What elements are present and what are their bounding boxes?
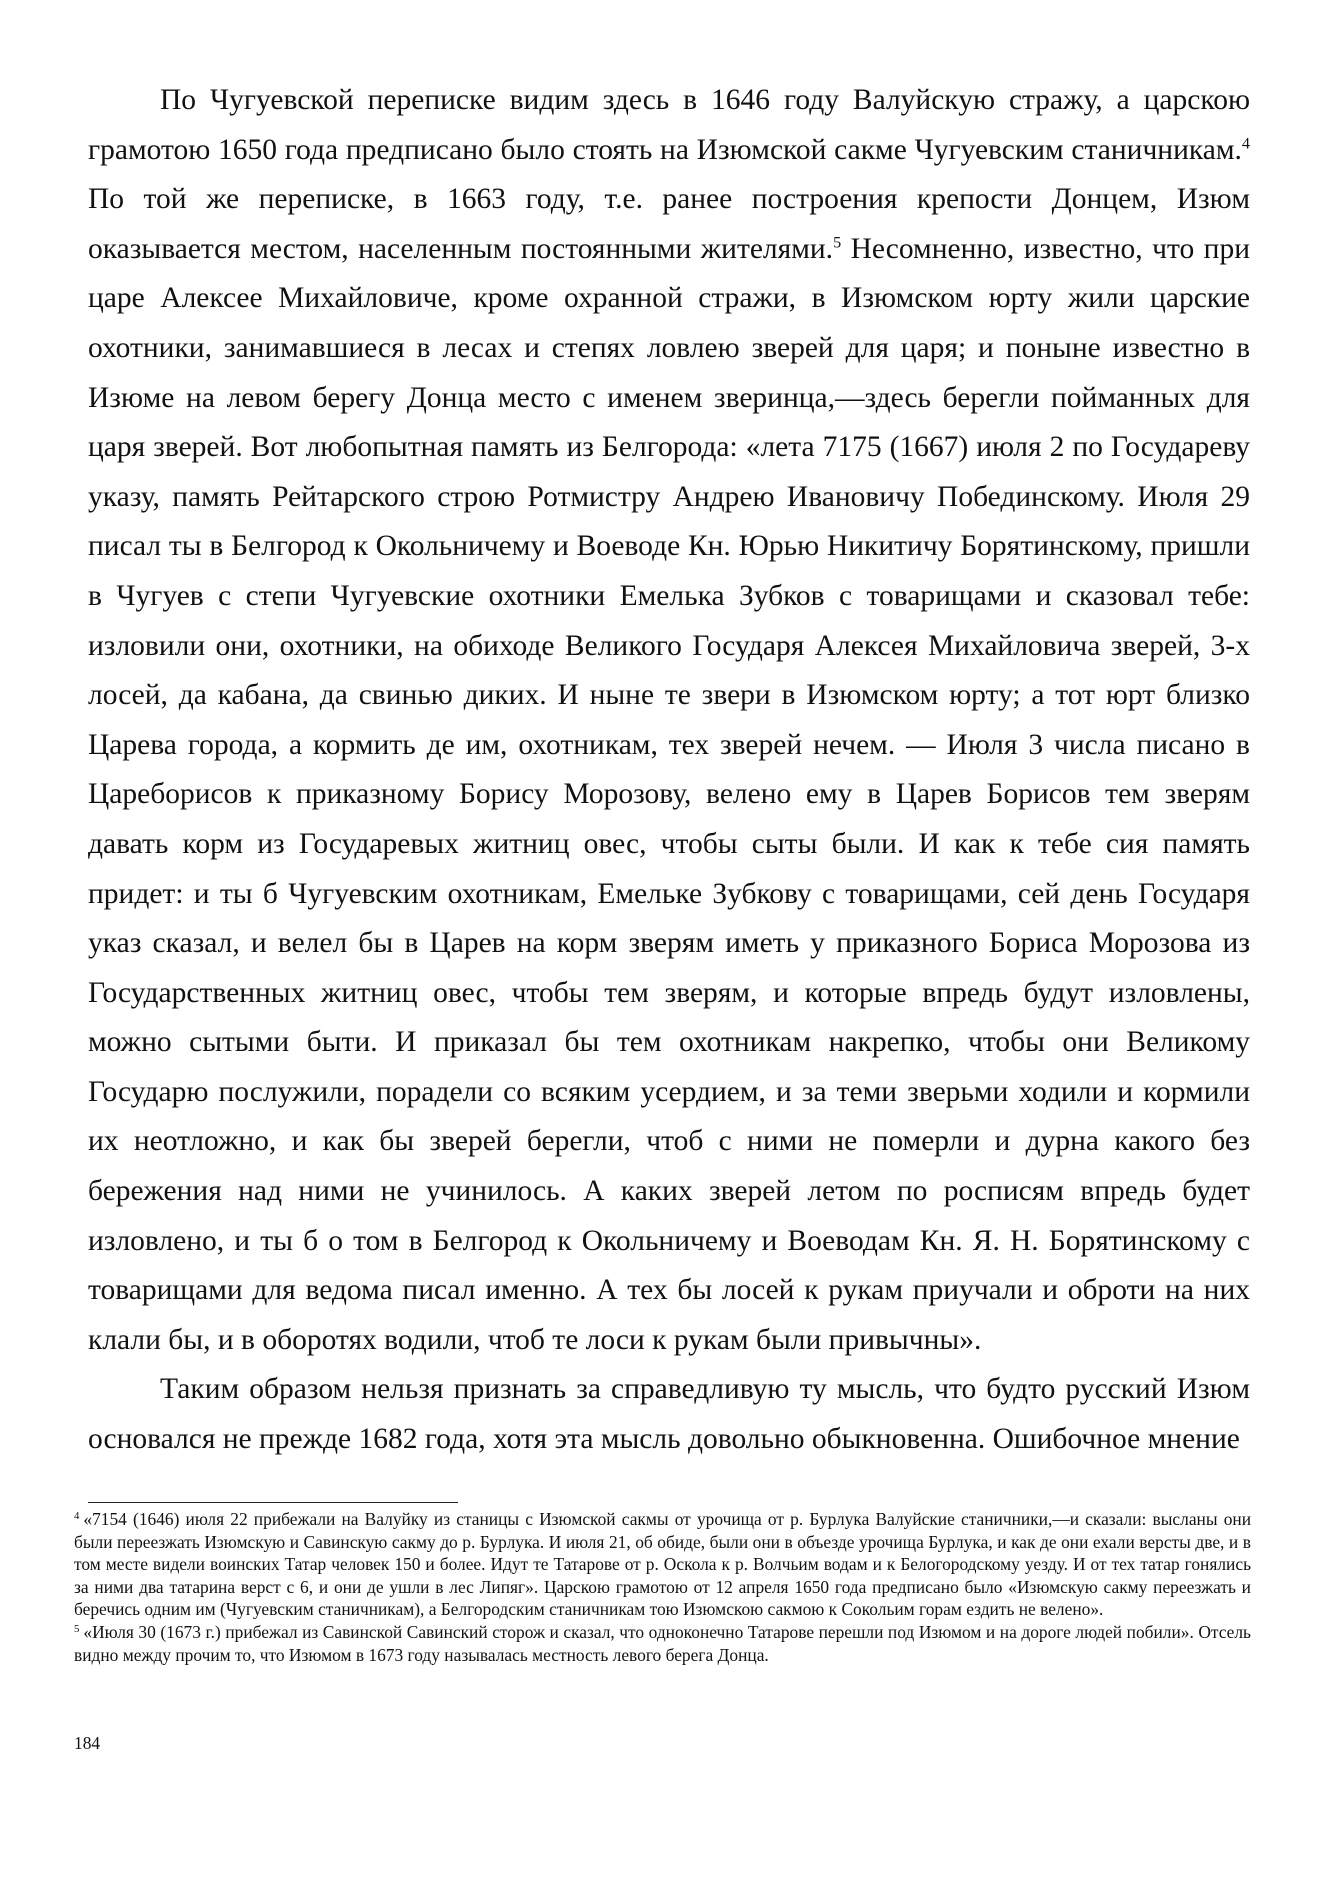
main-text <box>88 76 1250 1465</box>
footnote-separator <box>88 1502 458 1503</box>
paragraph-text: По той же переписке, в 1663 году, т.е. ранее построения крепости Донцем, Изюм оказывается местом, населенным постоянными жителями. <box>88 183 1250 265</box>
paragraph: Таким образом нельзя признать за справедливую ту мысль, что будто русский Изюм основался не прежде 1682 года, хотя эта мысль довольно обыкновенна. Ошибочное мнение <box>88 1373 1250 1456</box>
footnote-mark: 5 <box>74 1623 80 1636</box>
footnote-text: «Июля 30 (1673 г.) прибежал из Савинской Савинский сторож и сказал, что одноконечно Татарове перешли под Изюмом и на дороге людей побили». Отсель видно между прочим то, что Изюмом в 1673 году называлась местность левого берега Донца. <box>74 1621 1251 1665</box>
paragraph-text: По Чугуевской переписке видим здесь в 1646 году Валуйскую стражу, а царскою грамотою 1650 года предписано было стоять на Изюмской сакме Чугуевским станичникам. <box>88 84 1250 166</box>
footnote-mark: 4 <box>74 1510 80 1523</box>
footnote-4 <box>74 1508 1251 1621</box>
footnote-5 <box>74 1621 1251 1666</box>
paragraph-text: Несомненно, известно, что при царе Алексее Михайловиче, кроме охранной стражи, в Изюмском юрту жили царские охотники, занимавшиеся в лесах и степях ловлею зверей для царя; и поныне известно в Изюме на левом берегу Донца место с именем зверинца,—здесь берегли пойманных для царя зверей. Вот любопытная память из Белгорода: «лета 7175 (1667) июля 2 по Государеву указу, память Рейтарского строю Ротмистру Андрею Ивановичу Побединскому. Июля 29 писал ты в Белгород к Окольничему и Воеводе Кн. Юрью Никитичу Борятинскому, пришли в Чугуев с степи Чугуевские охотники Емелька Зубков с товарищами и сказовал тебе: изловили они, охотники, на обиходе Великого Государя Алексея Михайловича зверей, 3-х лосей, да кабана, да свинью диких. И ныне те звери в Изюмском юрту; а тот юрт близко Царева города, а кормить де им, охотникам, тех зверей нечем. — Июля 3 числа писано в Цареборисов к приказному Борису Морозову, велено ему в Царев Борисов тем зверям давать корм из Государевых житниц овес, чтобы сыты были. И как к тебе сия память придет: и ты б Чугуевским охотникам, Емельке Зубкову с товарищами, сей день Государя указ сказал, и велел бы в Царев на корм зверям иметь у приказного Бориса Морозова из Государственных житниц овес, чтобы тем зверям, и которые впредь будут изловлены, можно сытыми быти. И приказал бы тем охотникам накрепко, чтобы они Великому Государю послужили, порадели со всяким усердием, и за теми зверьми ходили и кормили их неотложно, и как бы зверей берегли, чтоб с ними не померли и дурна какого без бережения над ними не учинилось. А каких зверей летом по росписям впредь будет изловлено, и ты б о том в Белгород к Окольничему и Воеводам Кн. Я. Н. Борятинскому с товарищами для ведома писал именно. А тех бы лосей к рукам приучали и оброти на них клали бы, и в оборотях водили, чтоб те лоси к рукам были привычны». <box>88 232 1250 1356</box>
footnotes <box>74 1508 1251 1666</box>
footnote-ref-4[interactable]: 4 <box>1241 134 1250 153</box>
footnote-ref-5[interactable]: 5 <box>833 233 842 252</box>
paragraph <box>88 76 1250 1365</box>
footnote-text: «7154 (1646) июля 22 прибежали на Валуйку из станицы с Изюмской сакмы от урочища от р. Бурлука Валуйские станичники,—и сказали: высланы они были переезжать Изюмскую и Савинскую сакму до р. Бурлука. И июля 21, об обиде, были они в объезде урочища Бурлука, и как де они ехали версты две, и в том месте видели воинских Татар человек 150 и более. Идут те Татарове от р. Оскола к р. Волчьим водам и к Белогородскому уезду. И от тех татар гонялись за ними два татарина верст с 6, и они де ушли в лес Липяг». Царскою грамотою от 12 апреля 1650 года предписано было «Изюмскую сакму переезжать и беречись одним им (Чугуевским станичникам), а Белгородским станичникам тою Изюмскою сакмою к Сокольим горам ездить не велено». <box>74 1509 1251 1620</box>
page-number: 184 <box>74 1733 101 1753</box>
